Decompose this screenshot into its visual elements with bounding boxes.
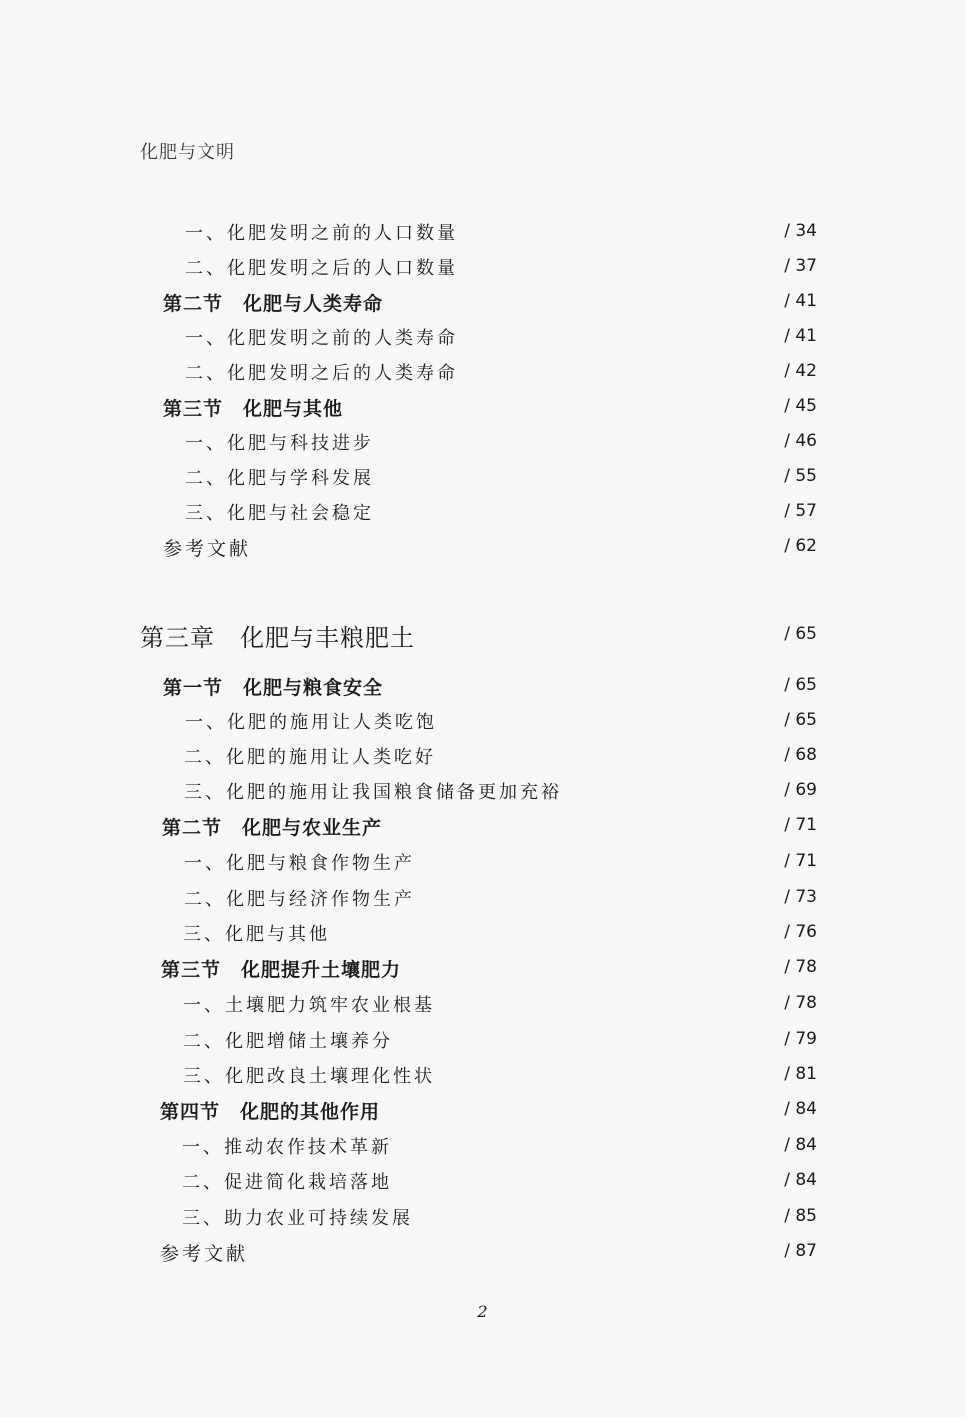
- toc-entry-title: 参考文献: [160, 1243, 249, 1265]
- toc-item-row: [0, 1062, 965, 1098]
- toc-entry-title: 三、助力农业可持续发展: [182, 1208, 413, 1229]
- toc-entry-page: / 76: [784, 922, 817, 942]
- toc-entry-page: / 41: [784, 291, 817, 311]
- toc-entry-title: 一、化肥与科技进步: [185, 433, 374, 454]
- toc-entry-page: / 87: [784, 1241, 817, 1261]
- toc-item-row: [0, 324, 965, 360]
- toc-entry-page: / 42: [784, 361, 817, 381]
- toc-entry-page: / 71: [784, 851, 817, 871]
- toc-references-row: [0, 1239, 965, 1275]
- toc-entry-title: 三、化肥与其他: [183, 924, 330, 945]
- toc-item-row: [0, 885, 965, 921]
- running-header: 化肥与文明: [140, 142, 235, 163]
- toc-item-row: [0, 743, 965, 779]
- toc-entry-title: 第一节 化肥与粮食安全: [163, 677, 384, 699]
- toc-entry-title: 第三章 化肥与丰粮肥土: [140, 624, 415, 652]
- toc-entry-title: 第二节 化肥与人类寿命: [163, 293, 384, 315]
- toc-section-row: [0, 1097, 965, 1133]
- toc-section-row: [0, 673, 965, 709]
- toc-section-row: [0, 289, 965, 325]
- toc-item-row: [0, 1168, 965, 1204]
- toc-entry-title: 二、化肥与学科发展: [185, 468, 374, 489]
- toc-entry-page: / 45: [784, 396, 817, 416]
- toc-item-row: [0, 708, 965, 744]
- toc-entry-page: / 81: [784, 1064, 817, 1084]
- toc-entry-page: / 55: [784, 466, 817, 486]
- page-number: 2: [477, 1302, 488, 1321]
- toc-entry-title: 三、化肥与社会稳定: [185, 503, 374, 524]
- toc-entry-title: 二、化肥发明之后的人口数量: [185, 258, 458, 279]
- toc-entry-page: / 73: [784, 887, 817, 907]
- toc-item-row: [0, 464, 965, 500]
- toc-entry-title: 参考文献: [163, 538, 252, 560]
- toc-entry-title: 二、化肥发明之后的人类寿命: [185, 363, 458, 384]
- toc-item-row: [0, 359, 965, 395]
- toc-entry-title: 第三节 化肥与其他: [163, 398, 344, 420]
- toc-entry-title: 一、化肥发明之前的人口数量: [185, 223, 458, 244]
- toc-entry-page: / 65: [784, 675, 817, 695]
- toc-entry-page: / 78: [784, 993, 817, 1013]
- toc-entry-title: 三、化肥改良土壤理化性状: [183, 1066, 435, 1087]
- toc-entry-page: / 79: [784, 1029, 817, 1049]
- toc-entry-title: 第二节 化肥与农业生产: [162, 817, 383, 839]
- toc-item-row: [0, 920, 965, 956]
- toc-entry-page: / 37: [784, 256, 817, 276]
- toc-section-row: [0, 813, 965, 849]
- toc-entry-page: / 57: [784, 501, 817, 521]
- toc-entry-page: / 84: [784, 1099, 817, 1119]
- toc-entry-page: / 84: [784, 1135, 817, 1155]
- toc-entry-title: 一、推动农作技术革新: [182, 1137, 392, 1158]
- toc-entry-page: / 41: [784, 326, 817, 346]
- toc-entry-title: 一、化肥发明之前的人类寿命: [185, 328, 458, 349]
- toc-item-row: [0, 849, 965, 885]
- toc-entry-page: / 34: [784, 221, 817, 241]
- toc-entry-title: 第四节 化肥的其他作用: [160, 1101, 381, 1123]
- toc-chapter-row: [0, 618, 965, 654]
- toc-entry-page: / 69: [784, 780, 817, 800]
- toc-entry-title: 三、化肥的施用让我国粮食储备更加充裕: [184, 782, 562, 803]
- toc-entry-title: 二、促进简化栽培落地: [182, 1172, 392, 1193]
- toc-entry-title: 二、化肥的施用让人类吃好: [184, 747, 436, 768]
- toc-item-row: [0, 254, 965, 290]
- toc-entry-title: 第三节 化肥提升土壤肥力: [161, 959, 402, 981]
- toc-references-row: [0, 534, 965, 570]
- toc-item-row: [0, 219, 965, 255]
- toc-section-row: [0, 394, 965, 430]
- toc-entry-title: 一、土壤肥力筑牢农业根基: [183, 995, 435, 1016]
- toc-entry-page: / 46: [784, 431, 817, 451]
- toc-entry-page: / 85: [784, 1206, 817, 1226]
- toc-item-row: [0, 1133, 965, 1169]
- toc-section-row: [0, 955, 965, 991]
- toc-entry-title: 一、化肥与粮食作物生产: [184, 853, 415, 874]
- toc-entry-title: 二、化肥与经济作物生产: [184, 889, 415, 910]
- toc-item-row: [0, 778, 965, 814]
- toc-item-row: [0, 991, 965, 1027]
- toc-entry-title: 一、化肥的施用让人类吃饱: [185, 712, 437, 733]
- toc-item-row: [0, 499, 965, 535]
- toc-entry-page: / 65: [784, 710, 817, 730]
- toc-entry-page: / 84: [784, 1170, 817, 1190]
- toc-entry-page: / 78: [784, 957, 817, 977]
- toc-entry-page: / 68: [784, 745, 817, 765]
- toc-entry-page: / 71: [784, 815, 817, 835]
- toc-item-row: [0, 1204, 965, 1240]
- toc-item-row: [0, 1027, 965, 1063]
- toc-entry-title: 二、化肥增储土壤养分: [183, 1031, 393, 1052]
- toc-item-row: [0, 429, 965, 465]
- toc-entry-page: / 62: [784, 536, 817, 556]
- toc-entry-page: / 65: [784, 624, 817, 644]
